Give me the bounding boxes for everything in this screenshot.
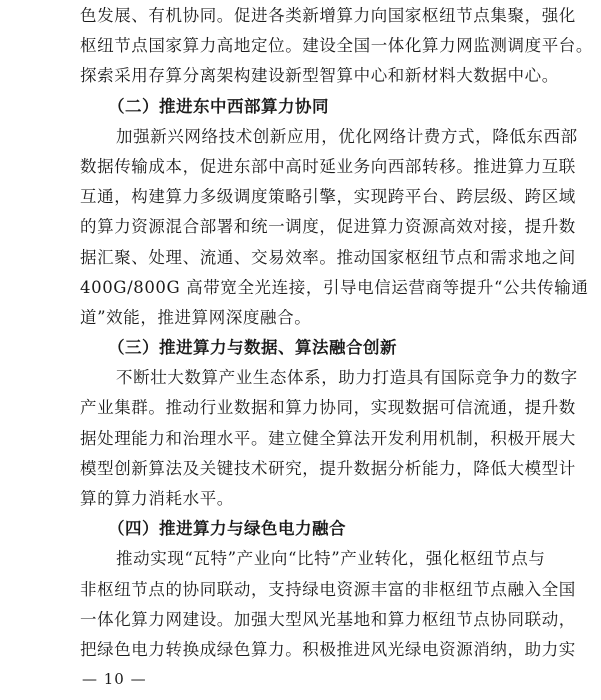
body-line: 据汇聚、处理、流通、交易效率。推动国家枢纽节点和需求地之间 bbox=[80, 248, 576, 267]
body-line: 色发展、有机协同。促进各类新增算力向国家枢纽节点集聚，强化 bbox=[80, 6, 576, 25]
page-number: — 10 — bbox=[82, 670, 147, 688]
body-line: 推动实现“瓦特”产业向“比特”产业转化，强化枢纽节点与 bbox=[116, 549, 546, 568]
body-line: 把绿色电力转换成绿色算力。积极推进风光绿电资源消纳，助力实 bbox=[80, 640, 576, 659]
section-heading: （四）推进算力与绿色电力融合 bbox=[108, 519, 346, 538]
body-line: 道”效能，推进算网深度融合。 bbox=[80, 308, 312, 327]
section-heading: （三）推进算力与数据、算法融合创新 bbox=[108, 338, 397, 357]
body-line: 加强新兴网络技术创新应用，优化网络计费方式，降低东西部 bbox=[116, 127, 578, 146]
body-line: 不断壮大数算产业生态体系，助力打造具有国际竞争力的数字 bbox=[116, 368, 578, 387]
body-line: 据处理能力和治理水平。建立健全算法开发利用机制，积极开展大 bbox=[80, 429, 576, 448]
body-line: 数据传输成本，促进东部中高时延业务向西部转移。推进算力互联 bbox=[80, 157, 576, 176]
body-line: 互通，构建算力多级调度策略引擎，实现跨平台、跨层级、跨区域 bbox=[80, 187, 576, 206]
body-line: 模型创新算法及关键技术研究，提升数据分析能力，降低大模型计 bbox=[80, 459, 576, 478]
body-line: 的算力资源混合部署和统一调度，促进算力资源高效对接，提升数 bbox=[80, 217, 576, 236]
body-line: 算的算力消耗水平。 bbox=[80, 489, 234, 508]
body-line: 探索采用存算分离架构建设新型智算中心和新材料大数据中心。 bbox=[80, 66, 559, 85]
body-line: 一体化算力网建设。加强大型风光基地和算力枢纽节点协同联动， bbox=[80, 610, 576, 629]
body-line: 非枢纽节点的协同联动，支持绿电资源丰富的非枢纽节点融入全国 bbox=[80, 580, 576, 599]
body-line: 枢纽节点国家算力高地定位。建设全国一体化算力网监测调度平台。 bbox=[80, 36, 593, 55]
body-line: 产业集群。推动行业数据和算力协同，实现数据可信流通，提升数 bbox=[80, 398, 576, 417]
body-line: 400G/800G 高带宽全光连接，引导电信运营商等提升“公共传输通 bbox=[80, 278, 589, 297]
section-heading: （二）推进东中西部算力协同 bbox=[108, 97, 329, 116]
